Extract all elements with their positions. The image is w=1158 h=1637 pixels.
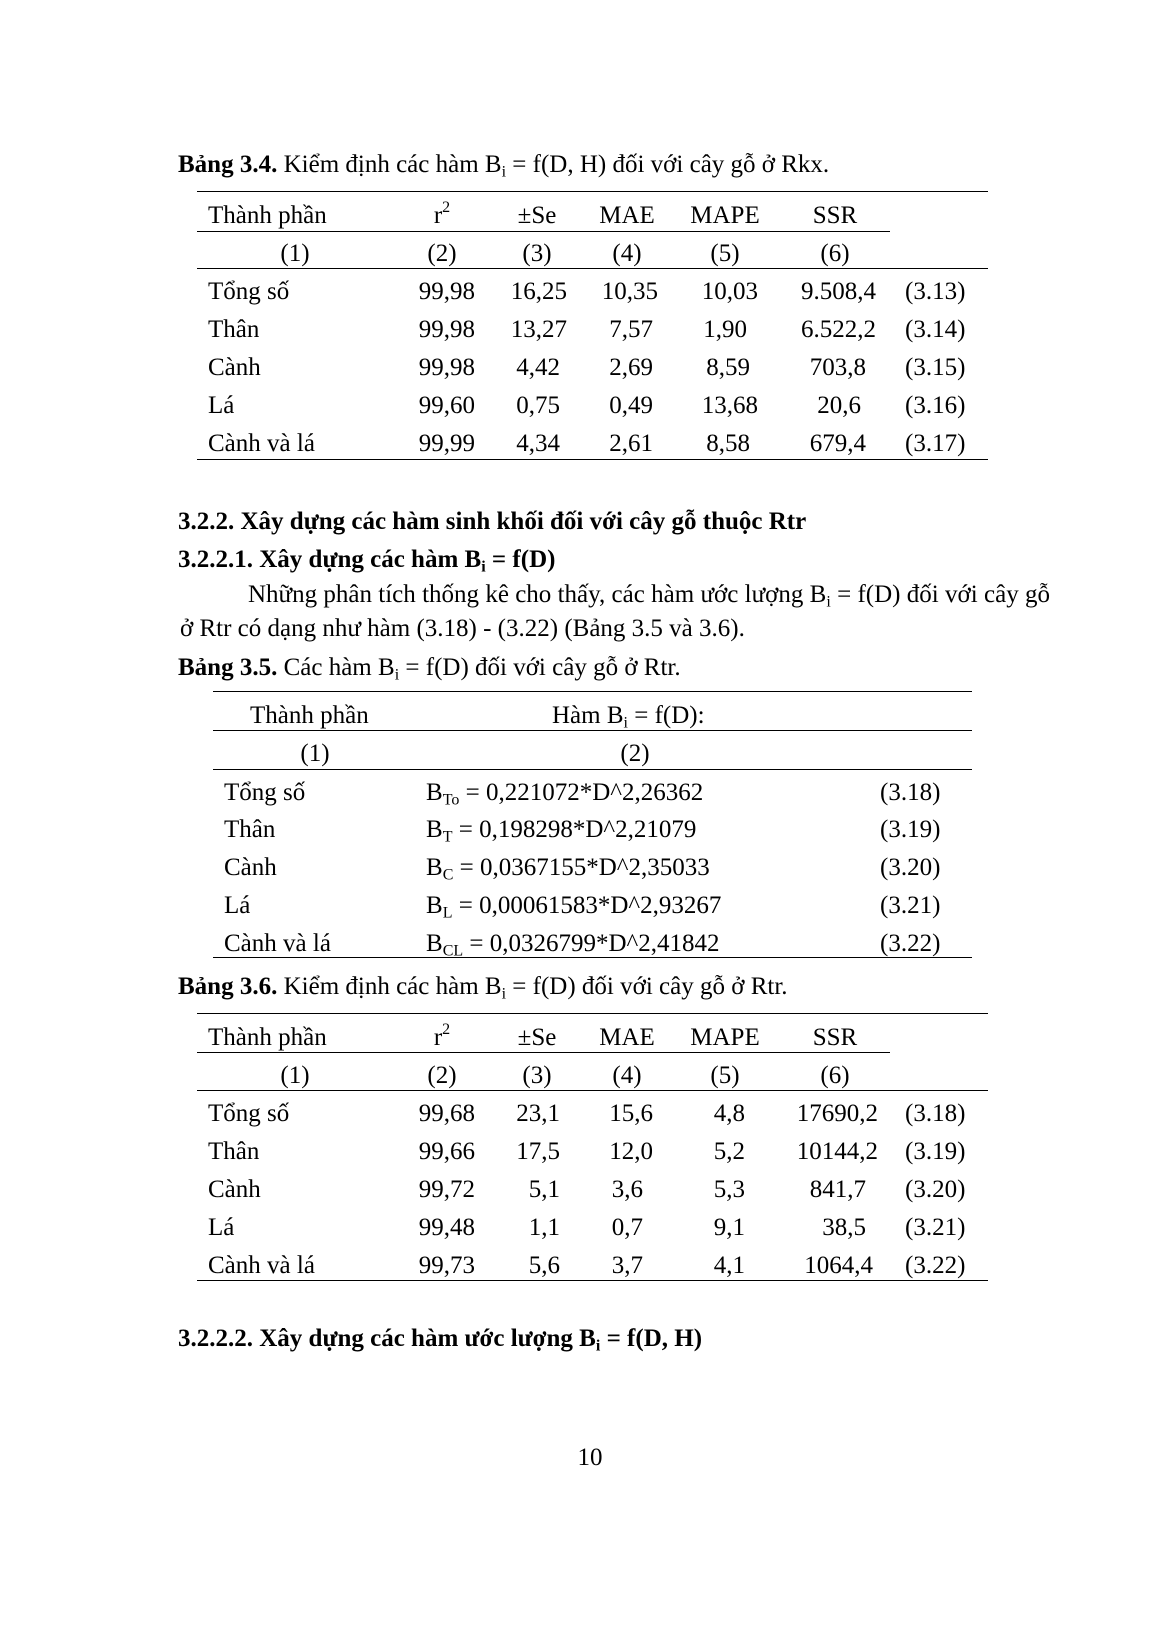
table-cell: 841,7: [809, 1176, 866, 1203]
table-cell: $B_L$ = 0,00061583*D^2,93267: [426, 892, 722, 922]
col-num-1: (1): [300, 740, 330, 767]
table-3-6-caption: Bảng 3.6. Kiểm định các hàm $B_i = f(D)$ đối với cây gỗ ở Rtr.: [178, 973, 788, 1003]
caption-text: Kiểm định các hàm B: [277, 151, 502, 178]
table-3-5-caption: Bảng 3.5. Các hàm $B_i = f(D)$ đối với cây gỗ ở Rtr.: [178, 654, 681, 684]
table-cell: 5,6: [528, 1252, 560, 1279]
table-cell: (3.22): [880, 930, 941, 957]
table-cell: 5,2: [713, 1138, 745, 1165]
table-cell: 10,03: [701, 278, 758, 305]
table-cell: 703,8: [809, 354, 866, 381]
header-ssr: SSR: [812, 1024, 858, 1051]
table-rule: [197, 268, 988, 269]
table-cell: 99,72: [418, 1176, 475, 1203]
table-cell: Thân: [208, 1138, 260, 1165]
header-mae: MAE: [599, 1024, 655, 1051]
col-num-1: (1): [280, 240, 310, 267]
table-cell: 5,3: [713, 1176, 745, 1203]
heading-3-2-2-2: 3.2.2.2. Xây dựng các hàm ước lượng $B_i = f(D$, H): [178, 1325, 703, 1355]
table-rule: [213, 691, 972, 692]
table-cell: $B_{To}$ = 0,221072*D^2,26362: [426, 779, 704, 809]
header-r2: $r^2$: [433, 198, 451, 229]
table-cell: Cành và lá: [208, 1252, 315, 1279]
table-rule: [197, 459, 988, 460]
table-cell: $B_C$ = 0,0367155*D^2,35033: [426, 854, 710, 884]
table-rule: [197, 191, 988, 192]
caption-text-2: = f(D, H) đối với cây gỗ ở Rkx.: [506, 151, 830, 178]
table-rule: [197, 1280, 988, 1281]
table-cell: Cành và lá: [224, 930, 331, 957]
table-cell: (3.18): [905, 1100, 966, 1127]
table-cell: Tổng số: [208, 1100, 290, 1127]
header-mape: MAPE: [690, 202, 760, 229]
table-cell: Cành và lá: [208, 430, 315, 457]
table-cell: 9.508,4: [801, 278, 876, 305]
col-num-6: (6): [820, 240, 850, 267]
header-r2: $r^2$: [433, 1020, 451, 1051]
table-cell: 2,61: [609, 430, 653, 457]
table-cell: 15,6: [609, 1100, 653, 1127]
table-cell: 1064,4: [804, 1252, 873, 1279]
page-number: 10: [577, 1444, 603, 1471]
table-cell: Lá: [224, 892, 251, 919]
table-cell: 0,7: [611, 1214, 643, 1241]
table-cell: (3.14): [905, 316, 966, 343]
col-num-1: (1): [280, 1062, 310, 1089]
table-cell: 8,58: [706, 430, 750, 457]
table-cell: 1,90: [703, 316, 747, 343]
table-cell: 10144,2: [796, 1138, 878, 1165]
table-cell: 0,75: [516, 392, 560, 419]
table-cell: 38,5: [822, 1214, 866, 1241]
caption-label: Bảng 3.4.: [178, 151, 278, 178]
table-cell: 13,27: [510, 316, 567, 343]
col-num-4: (4): [612, 1062, 642, 1089]
table-3-4-caption: [178, 151, 830, 181]
table-rule: [197, 1090, 988, 1091]
table-cell: Cành: [208, 354, 261, 381]
table-rule: [197, 1013, 988, 1014]
col-num-2: (2): [427, 240, 457, 267]
caption-sub: i: [501, 163, 507, 181]
table-cell: 3,7: [611, 1252, 643, 1279]
table-cell: 20,6: [817, 392, 861, 419]
header-se: ±Se: [517, 202, 557, 229]
table-cell: 13,68: [701, 392, 758, 419]
table-cell: Thân: [208, 316, 260, 343]
table-cell: (3.20): [905, 1176, 966, 1203]
table-rule: [197, 1052, 890, 1053]
header-mae: MAE: [599, 202, 655, 229]
table-cell: (3.21): [905, 1214, 966, 1241]
table-cell: Tổng số: [224, 779, 306, 806]
table-cell: 4,8: [713, 1100, 745, 1127]
table-cell: (3.19): [880, 816, 941, 843]
table-cell: (3.17): [905, 430, 966, 457]
table-cell: 12,0: [609, 1138, 653, 1165]
table-cell: 7,57: [609, 316, 653, 343]
table-cell: 5,1: [528, 1176, 560, 1203]
table-cell: 1,1: [528, 1214, 560, 1241]
table-cell: 99,48: [418, 1214, 475, 1241]
table-cell: 99,98: [418, 278, 475, 305]
table-cell: (3.19): [905, 1138, 966, 1165]
table-cell: Tổng số: [208, 278, 290, 305]
col-num-2: (2): [620, 740, 650, 767]
header-ham: Hàm $B_i = f(D)$:: [552, 702, 705, 732]
table-cell: Cành: [224, 854, 277, 881]
col-num-2: (2): [427, 1062, 457, 1089]
table-cell: (3.13): [905, 278, 966, 305]
table-cell: 99,60: [418, 392, 475, 419]
table-cell: 17,5: [516, 1138, 560, 1165]
table-cell: (3.20): [880, 854, 941, 881]
table-cell: 679,4: [809, 430, 866, 457]
table-cell: Lá: [208, 1214, 235, 1241]
header-se: ±Se: [517, 1024, 557, 1051]
heading-3-2-2-1: 3.2.2.1. Xây dựng các hàm $B_i = f(D)$: [178, 546, 556, 576]
header-mape: MAPE: [690, 1024, 760, 1051]
table-cell: 4,34: [516, 430, 560, 457]
table-cell: (3.18): [880, 779, 941, 806]
table-cell: (3.16): [905, 392, 966, 419]
header-thanh-phan: Thành phần: [250, 702, 369, 729]
table-cell: 3,6: [611, 1176, 643, 1203]
table-cell: 99,98: [418, 316, 475, 343]
table-cell: 99,66: [418, 1138, 475, 1165]
col-num-5: (5): [710, 1062, 740, 1089]
table-rule: [197, 231, 890, 232]
table-cell: (3.15): [905, 354, 966, 381]
col-num-6: (6): [820, 1062, 850, 1089]
table-cell: Thân: [224, 816, 276, 843]
table-cell: 16,25: [510, 278, 567, 305]
table-cell: 9,1: [713, 1214, 745, 1241]
table-cell: 99,68: [418, 1100, 475, 1127]
table-cell: Cành: [208, 1176, 261, 1203]
table-cell: 23,1: [516, 1100, 560, 1127]
table-cell: 2,69: [609, 354, 653, 381]
body-paragraph: Những phân tích thống kê cho thấy, các hàm ước lượng $B_i = f(D)$ đối với cây gỗ ở Rtr có dạng như hàm (3.18) - (3.22) (Bảng 3.5 và 3.6).: [180, 581, 1050, 642]
table-cell: 99,73: [418, 1252, 475, 1279]
table-cell: Lá: [208, 392, 235, 419]
table-cell: 10,35: [601, 278, 658, 305]
table-cell: 6.522,2: [801, 316, 876, 343]
table-cell: 17690,2: [796, 1100, 878, 1127]
table-rule: [213, 957, 972, 958]
table-rule: [213, 730, 972, 731]
table-cell: (3.22): [905, 1252, 966, 1279]
col-num-3: (3): [522, 240, 552, 267]
table-cell: (3.21): [880, 892, 941, 919]
table-cell: 4,42: [516, 354, 560, 381]
heading-3-2-2: 3.2.2. Xây dựng các hàm sinh khối đối với cây gỗ thuộc Rtr: [178, 508, 807, 535]
header-thanh-phan: Thành phần: [208, 202, 327, 229]
table-cell: 4,1: [713, 1252, 745, 1279]
col-num-5: (5): [710, 240, 740, 267]
table-cell: 99,98: [418, 354, 475, 381]
header-thanh-phan: Thành phần: [208, 1024, 327, 1051]
table-cell: $B_T$ = 0,198298*D^2,21079: [426, 816, 697, 846]
table-rule: [213, 769, 972, 770]
table-cell: 99,99: [418, 430, 475, 457]
table-cell: $B_{CL}$ = 0,0326799*D^2,41842: [426, 930, 720, 960]
col-num-4: (4): [612, 240, 642, 267]
table-cell: 8,59: [706, 354, 750, 381]
table-cell: 0,49: [609, 392, 653, 419]
header-ssr: SSR: [812, 202, 858, 229]
col-num-3: (3): [522, 1062, 552, 1089]
